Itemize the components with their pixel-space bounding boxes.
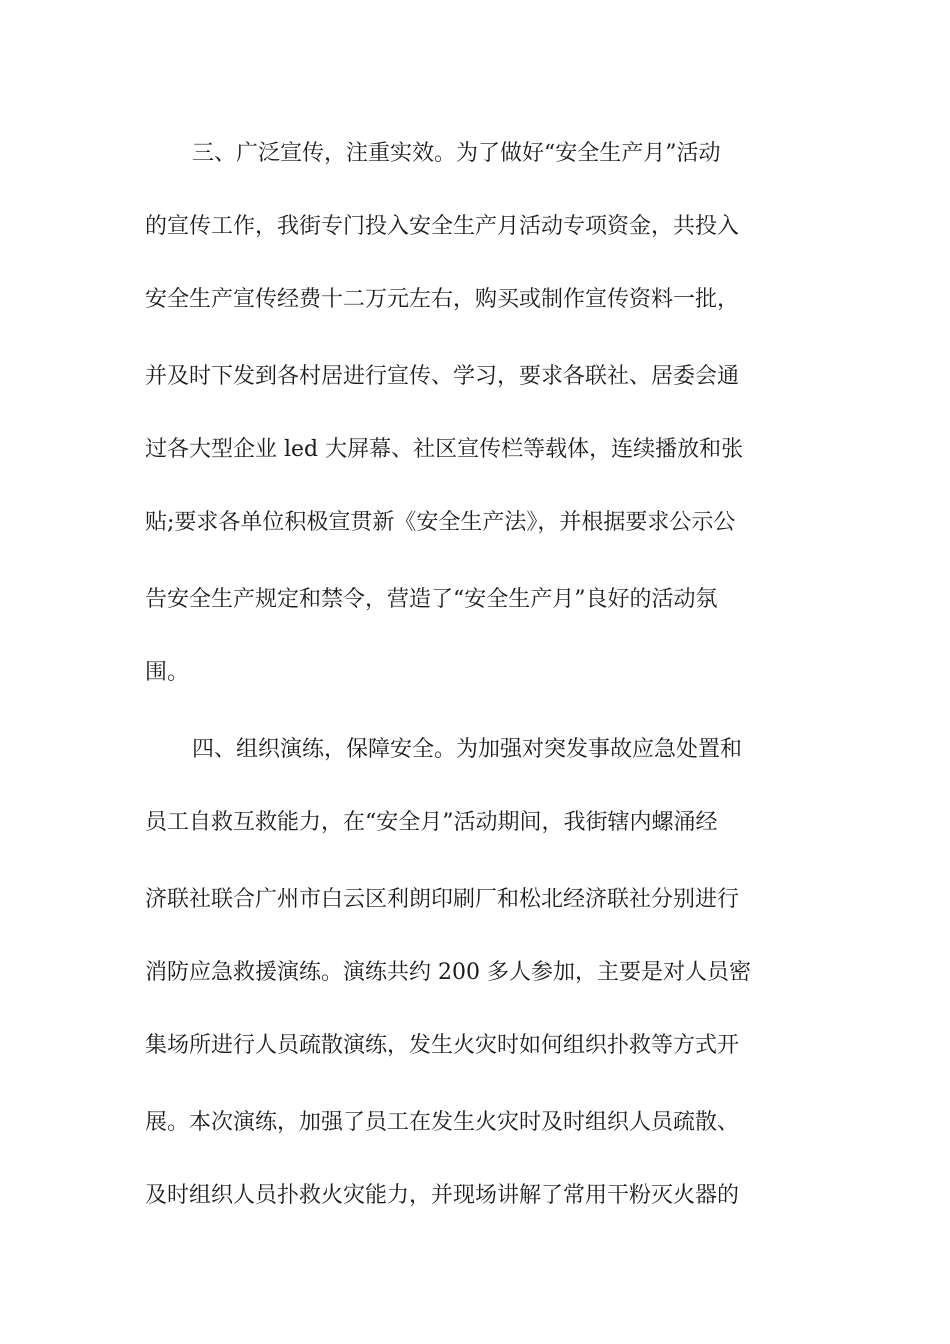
paragraph-3-line-5: 过各大型企业 led 大屏幕、社区宣传栏等载体，连续播放和张 (145, 437, 744, 462)
paragraph-3-line-3: 安全生产宣传经费十二万元左右，购买或制作宣传资料一批， (145, 287, 740, 312)
paragraph-4-line-2: 员工自救互救能力，在“安全月”活动期间，我街辖内螺涌经 (145, 810, 718, 835)
paragraph-3-line-6: 贴;要求各单位积极宣贯新《安全生产法》，并根据要求公示公 (145, 510, 736, 535)
paragraph-4-line-7: 及时组织人员扑救火灾能力，并现场讲解了常用干粉灭火器的 (145, 1183, 740, 1208)
paragraph-3-line-8: 围。 (145, 660, 190, 685)
paragraph-4-line-1: 四、组织演练，保障安全。为加强对突发事故应急处置和 (192, 737, 743, 762)
paragraph-4-line-4: 消防应急救援演练。演练共约 200 多人参加，主要是对人员密 (145, 960, 751, 985)
paragraph-3-line-4: 并及时下发到各村居进行宣传、学习，要求各联社、居委会通 (145, 364, 740, 389)
paragraph-4-line-3: 济联社联合广州市白云区利朗印刷厂和松北经济联社分别进行 (145, 887, 740, 912)
paragraph-3-line-2: 的宣传工作，我街专门投入安全生产月活动专项资金，共投入 (145, 214, 740, 239)
paragraph-4-line-6: 展。本次演练，加强了员工在发生火灾时及时组织人员疏散、 (145, 1110, 740, 1135)
paragraph-4-line-5: 集场所进行人员疏散演练，发生火灾时如何组织扑救等方式开 (145, 1033, 740, 1058)
paragraph-3-line-1: 三、广泛宣传，注重实效。为了做好“安全生产月”活动 (192, 141, 721, 166)
paragraph-3-line-7: 告安全生产规定和禁令，营造了“安全生产月”良好的活动氛 (145, 587, 718, 612)
